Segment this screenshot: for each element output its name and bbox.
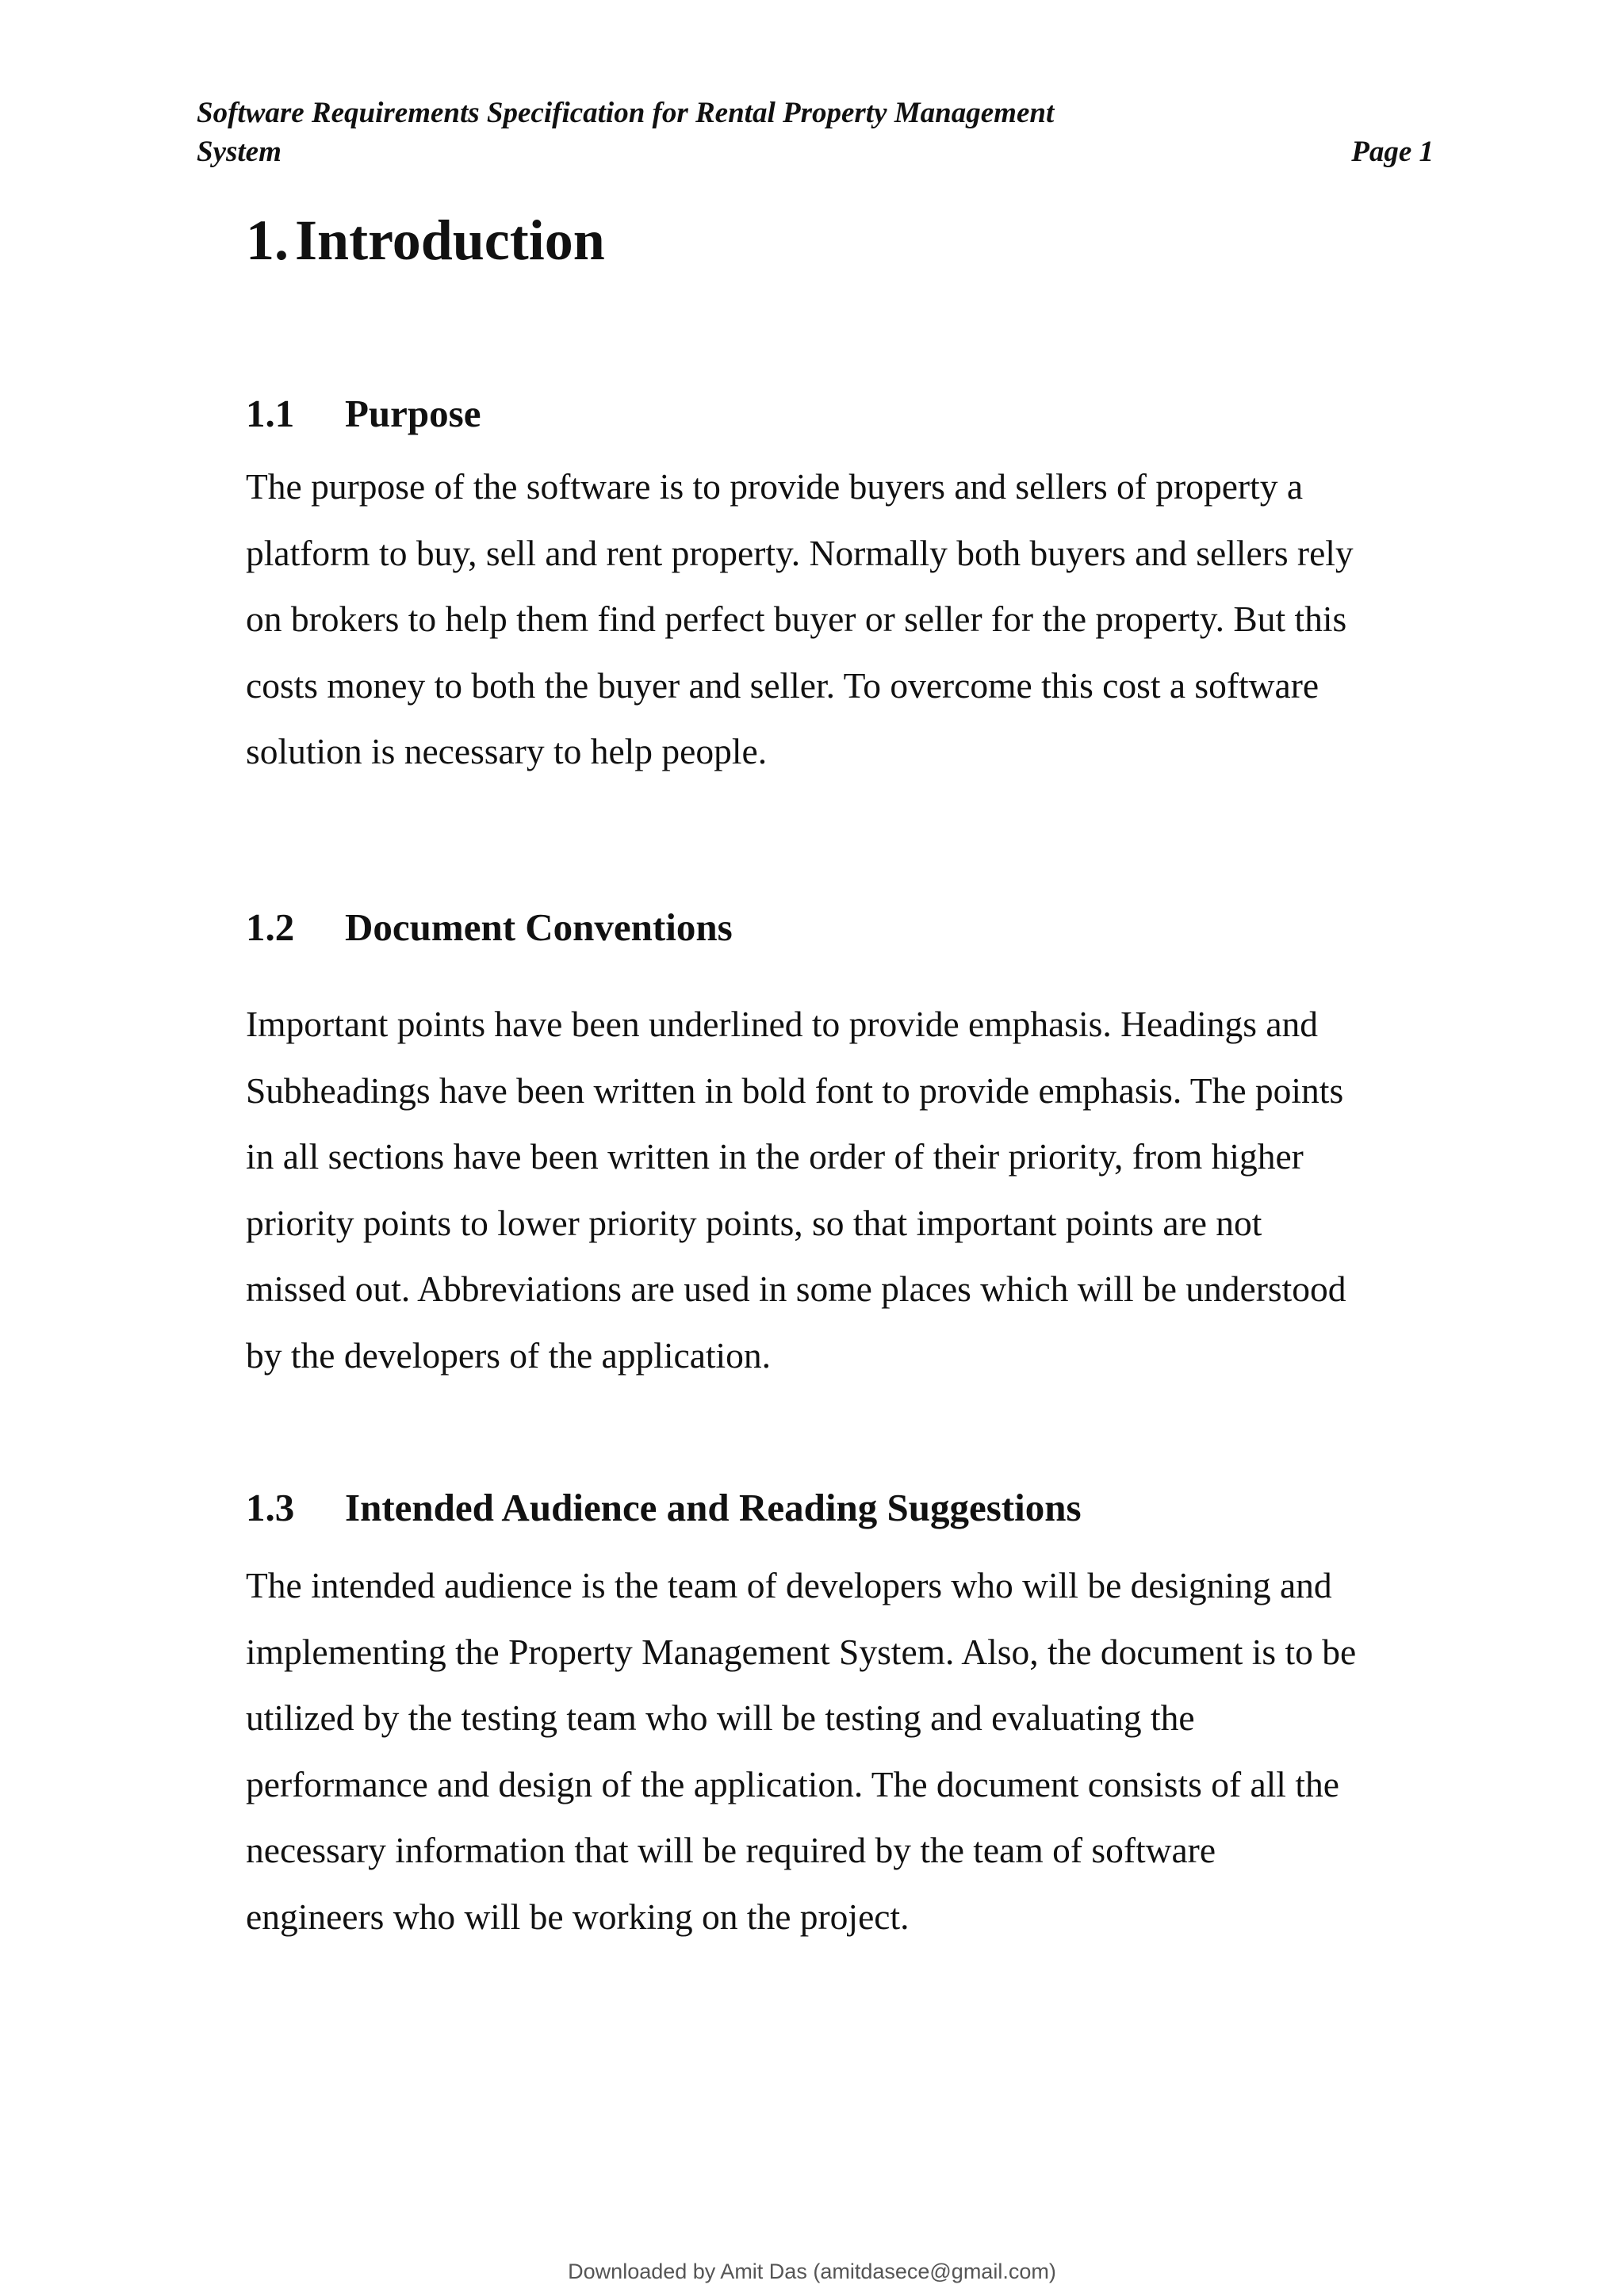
paragraph-line: solution is necessary to help people. [246,731,768,771]
section-title: Intended Audience and Reading Suggestions [345,1486,1082,1529]
chapter-title-text: Introduction [295,209,605,272]
section-paragraph-document-conventions [246,991,1435,1388]
paragraph-line: by the developers of the application. [246,1334,772,1376]
paragraph-line: priority points to lower priority points, so that important points are not [246,1202,1262,1243]
running-header-line-2 [197,132,1434,171]
paragraph-line: The intended audience is the team of developers who will be designing and [246,1565,1332,1605]
document-title-line-1: Software Requirements Specification for Rental Property Management [197,97,1055,129]
paragraph-line: The purpose of the software is to provide buyers and sellers of property a [246,466,1304,507]
document-title-line-2: System [197,136,282,168]
chapter-number: 1. [246,209,289,272]
paragraph-line: costs money to both the buyer and seller. To overcome this cost a software [246,664,1320,706]
section-paragraph-intended-audience [246,1552,1435,1950]
download-footer: Downloaded by Amit Das (amitdasece@gmail.com) [568,2260,1056,2283]
section-number: 1.3 [246,1486,295,1529]
paragraph-line: implementing the Property Management System. Also, the document is to be [246,1631,1357,1672]
section-paragraph-purpose [246,453,1435,785]
paragraph-line: engineers who will be working on the project. [246,1896,910,1937]
section-heading-intended-audience [246,1484,1082,1532]
paragraph-line: necessary information that will be required by the team of software [246,1830,1216,1870]
section-title: Document Conventions [345,905,733,949]
paragraph-line: on brokers to help them find perfect buyer or seller for the property. But this [246,599,1347,639]
running-header [197,94,1434,171]
section-number: 1.2 [246,905,295,949]
section-number: 1.1 [246,392,295,435]
paragraph-line: utilized by the testing team who will be testing and evaluating the [246,1697,1195,1738]
paragraph-line: missed out. Abbreviations are used in some places which will be understood [246,1269,1346,1309]
paragraph-line: Important points have been underlined to provide emphasis. Headings and [246,1004,1319,1044]
paragraph-line: platform to buy, sell and rent property. Normally both buyers and sellers rely [246,532,1354,573]
paragraph-line: in all sections have been written in the order of their priority, from higher [246,1136,1304,1177]
chapter-title [246,205,605,276]
page-number: Page 1 [1351,136,1434,168]
paragraph-line: Subheadings have been written in bold font to provide emphasis. The points [246,1070,1344,1111]
section-heading-document-conventions [246,904,733,951]
paragraph-line: performance and design of the application. The document consists of all the [246,1763,1339,1804]
section-title: Purpose [345,392,481,435]
section-heading-purpose [246,390,481,438]
